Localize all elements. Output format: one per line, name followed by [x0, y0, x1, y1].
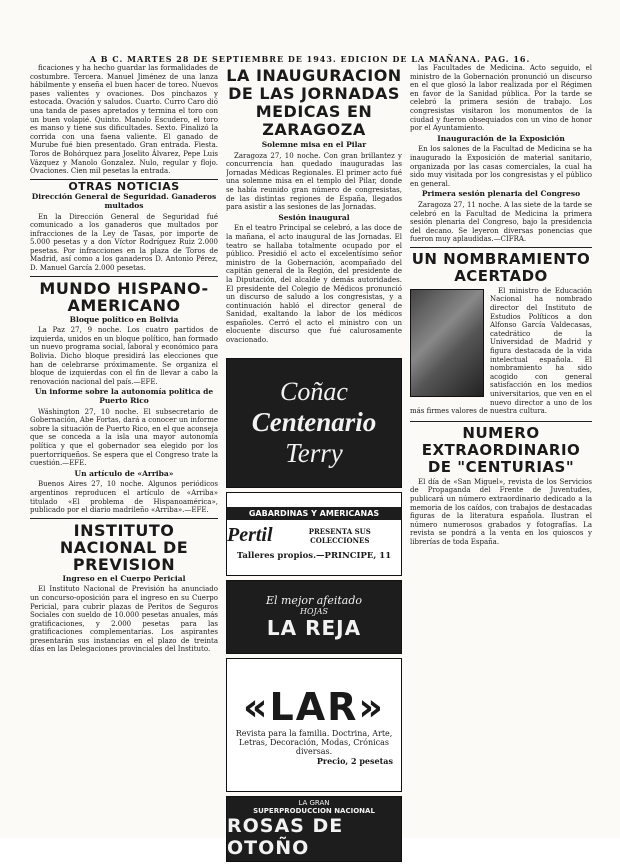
ad-line: Coñac — [280, 377, 348, 406]
article-headline: INSTITUTO NACIONAL DE PREVISION — [59, 520, 189, 574]
article-subheading: Primera sesión plenaria del Congreso — [421, 189, 581, 199]
article-text: Wáshington 27, 10 noche. El subsecretario de Gobernación, Abe Fortas, dará a conocer un informe sobre la situación de Puerto Rico, en el que aconseja que se conceda a la isla una mayor autonomía política y que el gobernador sea elegido por los puertorriqueños. Se espera que el Congreso trate la cuestión.—EFE. — [30, 407, 218, 468]
ad-line: HOJAS — [300, 607, 328, 616]
article-subheading: Dirección General de Seguridad. Ganaderos multados — [31, 192, 217, 210]
article-body — [410, 287, 592, 416]
ad-lar-magazine — [226, 658, 402, 792]
divider — [30, 276, 218, 277]
article-subheading: Bloque político en Bolivia — [69, 314, 179, 324]
article-headline: MUNDO HISPANO-AMERICANO — [39, 278, 209, 315]
ad-line: Terry — [285, 438, 343, 468]
article-text: La Paz 27, 9 noche. Los cuatro partidos de izquierda, unidos en un bloque político, han formado un nuevo programa social, laboral y económico para Bolivia. Dicho bloque presidirá las elecciones que han de celebrarse próximamente. Se organiza el bloque de izquierdas con el fin de llevar a cabo la renovación nacional del país.—EFE. — [30, 326, 218, 386]
article-subheading: Inauguración de la Exposición — [437, 133, 565, 143]
ad-gabardinas — [226, 492, 402, 576]
divider — [410, 421, 592, 422]
article-text: El Instituto Nacional de Previsión ha anunciado un concurso-oposición para el ingreso en su Cuerpo Pericial, para cubrir plazas de Peritos de Seguros Sociales con sueldo de 10.000 pesetas anuales, más gratificaciones, y 2.000 pesetas para las gratificaciones complementarias. Los aspirantes presentarán sus instancias en el plazo de treinta días en las Delegaciones provinciales del Instituto. — [30, 585, 218, 654]
ad-rosas-de-otono — [226, 796, 402, 862]
column-right — [410, 64, 592, 834]
article-headline: UN NOMBRAMIENTO ACERTADO — [411, 249, 591, 285]
advertisements — [226, 358, 402, 866]
divider — [30, 518, 218, 519]
ad-line: Centenario — [251, 407, 377, 437]
ad-la-reja — [226, 580, 402, 654]
article-text: En la Dirección General de Seguridad fué comunicado a los ganaderos que multados por infracciones de la Ley de Tasas, por importe de 5.000 pesetas y a don Víctor Rodríguez Ruiz 2.000 pesetas. Por infracciones en la plaza de Toros de Madrid, así como a los ganaderos D. Antonio Pérez, D. Manuel García 2.000 pesetas. — [30, 212, 218, 273]
article-subheading: Ingreso en el Cuerpo Pericial — [62, 573, 186, 583]
article-text: Zaragoza 27, 10 noche. Con gran brillantez y concurrencia han quedado inauguradas las Jornadas Médicas Regionales. El primer acto fué una solemne misa en el templo del Pilar, donde se había reunido gran número de congresistas, de las distintas regiones de España, llegados para asistir a las sesiones de las Jornadas. — [226, 151, 402, 212]
ad-tagline: PRESENTA SUS COLECCIONES — [308, 526, 371, 545]
article-text: ficaciones y ha hecho guardar las formalidades de costumbre. Tercera. Manuel Jiménez de una lanza hábilmente y enseña el buen hacer de toreo. Nuevos pases valientes y ovaciones. Dos pinchazos y estocada. Ovación y saludos. Cuarto. Curro Caro dió una tanda de pases apretados y termina el toro con un buen volapié. Quinto. Manolo Escudero, el toro es manso y tiene sus dificultades. Sexto. Finalizó la corrida con una faena valiente. El ganado de Murube fué bien presentado. Gran entrada. Fiesta. Toros de Bohórquez para Joselito Álvarez, Pepe Luis Vázquez y Manolo Gonzalez. Nulo, regular y flojo. Ovaciones. Cien mil pesetas la entrada. — [30, 64, 218, 176]
article-subheading: Solemne misa en el Pilar — [261, 140, 367, 149]
article-text: El ministro de Educación Nacional ha nombrado director del Instituto de Estudios Políticos a don Alfonso García Valdecasas, catedrático de la Universidad de Madrid y figura destacada de la vida intelectual española. El nombramiento ha sido acogido con general satisfacción en los medios universitarios, que ven en el nuevo director a uno de los más firmes valores de nuestra cultura. — [410, 286, 592, 416]
ad-brand: Pertil — [227, 524, 273, 546]
ad-title: ROSAS DE OTOÑO — [227, 815, 344, 859]
ad-logo: «LAR» — [243, 684, 385, 729]
column-center — [226, 64, 402, 354]
page-header: A B C. MARTES 28 DE SEPTIEMBRE DE 1943. EDICION DE LA MAÑANA. PAG. 16. — [89, 54, 531, 64]
article-text: las Facultades de Medicina. Acto seguido, el ministro de la Gobernación pronunció un discurso en el que glosó la labor realizada por el Régimen en favor de la Sanidad pública. Por la tarde se celebró la primera sesión de trabajo. Los congresistas visitaron los monumentos de la ciudad y fueron obsequiados con un vino de honor por el Ayuntamiento. — [410, 64, 592, 133]
ad-conac-terry — [226, 358, 402, 488]
ad-price: Precio, 2 pesetas — [316, 755, 393, 766]
ad-footer: Talleres propios.—PRINCIPE, 11 — [236, 551, 392, 561]
ad-brand: LA REJA — [266, 616, 362, 640]
article-text: En el teatro Principal se celebró, a las doce de la mañana, el acto inaugural de las Jornadas. El teatro se hallaba totalmente ocupado por el público. Presidió el acto el excelentísimo señor ministro de la Gobernación, acompañado del capitán general de la Región, del presidente de la Diputación, del alcalde y demás autoridades. El presidente del Colegio de Médicos pronunció un discurso de saludo a los congresistas, y a continuación habló el director general de Sanidad, exaltando la labor de los médicos españoles. Cerró el acto el ministro con un elocuente discurso que fué calurosamente ovacionado. — [226, 224, 402, 345]
ad-text: Revista para la familia. Doctrina, Arte, Letras, Decoración, Modas, Crónicas diversas. — [235, 728, 393, 756]
article-subheading: Un informe sobre la autonomía política de Puerto Rico — [34, 387, 214, 405]
article-headline: LA INAUGURACION DE LAS JORNADAS MEDICAS EN ZARAGOZA — [226, 66, 402, 139]
column-left — [30, 64, 218, 834]
ad-line: El mejor afeitado — [265, 594, 363, 607]
ad-line: LA GRAN — [298, 799, 330, 807]
article-headline: NUMERO EXTRAORDINARIO DE "CENTURIAS" — [421, 423, 581, 476]
article-text: Buenos Aires 27, 10 noche. Algunos periódicos argentinos reproducen el artículo de «Arriba» titulado «El problema de Hispanoamérica», publicado por el diario madrileño «Arriba».—EFE. — [30, 480, 218, 515]
ad-row — [227, 524, 401, 547]
article-text: En los salones de la Facultad de Medicina se ha inaugurado la Exposición de material sanitario, organizada por las casas comerciales, la cual ha sido muy visitada por los congresistas y el público en general. — [410, 145, 592, 188]
divider — [410, 247, 592, 248]
article-subheading: Un artículo de «Arriba» — [74, 468, 174, 478]
article-text: Zaragoza 27, 11 noche. A las siete de la tarde se celebró en la Facultad de Medicina la primera sesión plenaria del Congreso, bajo la presidencia del decano. Se leyeron diversas ponencias que fueron muy aplaudidas.—CIFRA. — [410, 200, 592, 244]
ad-title: GABARDINAS Y AMERICANAS — [227, 507, 401, 520]
article-subheading: Sesión inaugural — [278, 212, 350, 222]
ad-line: SUPERPRODUCCION NACIONAL — [253, 807, 375, 815]
portrait-photo — [410, 289, 484, 397]
article-text: El día de «San Miguel», revista de los Servicios de Propaganda del Frente de Juventudes, publicará un número extraordinario dedicado a la memoria de los caídos, con trabajos de destacadas figuras de la literatura española. Ilustran el número numerosos grabados y fotografías. La revista se pondrá a la venta en los quioscos y librerías de toda España. — [410, 477, 592, 546]
section-heading: OTRAS NOTICIAS — [68, 179, 180, 193]
